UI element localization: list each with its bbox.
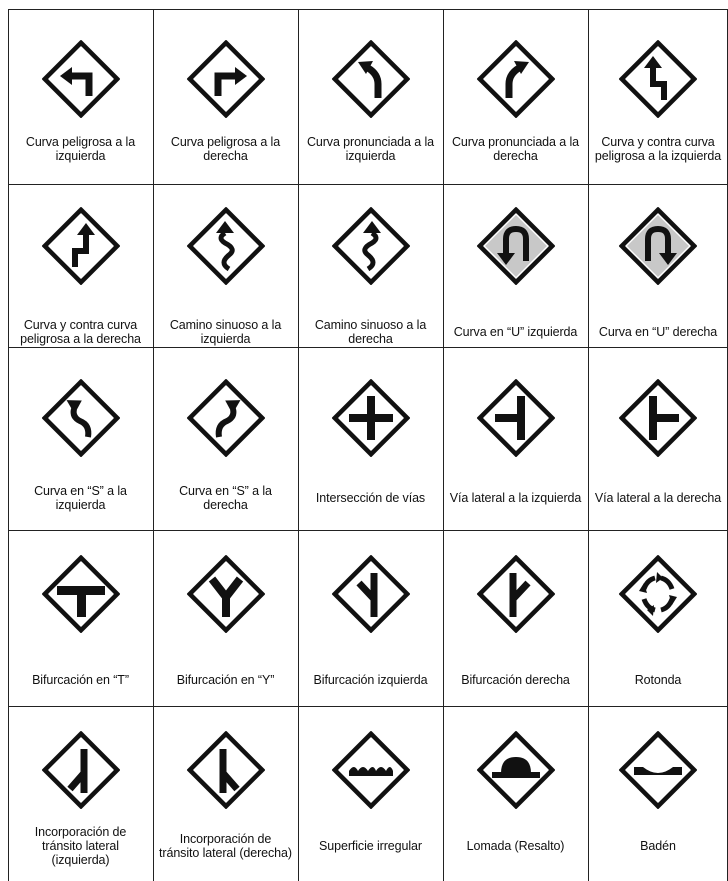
sign-label: Bifurcación derecha [461, 673, 570, 687]
sign-cell [588, 184, 728, 347]
sign-label: Curva pronunciada a la izquierda [306, 135, 435, 163]
s-curve-left-sign-icon [40, 377, 122, 459]
dip-sign-icon [617, 729, 699, 811]
curve-right-sign-icon [185, 38, 267, 120]
signs-table [8, 9, 728, 881]
curve-left-sign-icon [40, 38, 122, 120]
sign-label: Superficie irregular [319, 839, 422, 853]
sign-label: Bifurcación en “T” [32, 673, 129, 687]
sign-cell [8, 530, 153, 706]
sign-cell [298, 184, 443, 347]
merge-left-sign-icon [40, 729, 122, 811]
sign-cell [8, 706, 153, 881]
sign-cell [298, 347, 443, 530]
sign-cell [153, 9, 298, 184]
sign-cell [588, 706, 728, 881]
sign-cell [298, 530, 443, 706]
u-turn-left-sign-icon [475, 205, 557, 287]
roundabout-sign-icon [617, 553, 699, 635]
sign-label: Curva y contra curva peligrosa a la izquierda [594, 135, 722, 163]
u-turn-right-sign-icon [617, 205, 699, 287]
fork-left-sign-icon [330, 553, 412, 635]
sign-cell [8, 184, 153, 347]
merge-right-sign-icon [185, 729, 267, 811]
sign-label: Curva en “U” izquierda [453, 325, 578, 339]
sign-label: Incorporación de tránsito lateral (izquierda) [34, 825, 127, 867]
sign-label: Lomada (Resalto) [466, 839, 565, 853]
sign-label: Camino sinuoso a la derecha [314, 318, 427, 346]
uneven-road-sign-icon [330, 729, 412, 811]
sign-label: Badén [640, 839, 676, 853]
sign-label: Curva peligrosa a la derecha [170, 135, 281, 163]
sign-cell [153, 530, 298, 706]
side-road-left-sign-icon [475, 377, 557, 459]
sign-cell [8, 347, 153, 530]
sign-cell [298, 9, 443, 184]
sign-cell [443, 9, 588, 184]
sign-label: Camino sinuoso a la izquierda [169, 318, 282, 346]
sign-label: Curva en “S” a la derecha [179, 484, 272, 512]
sign-cell [443, 347, 588, 530]
winding-road-left-sign-icon [185, 205, 267, 287]
y-junction-sign-icon [185, 553, 267, 635]
reverse-curve-left-sign-icon [617, 38, 699, 120]
sign-label: Vía lateral a la izquierda [449, 491, 582, 505]
sign-cell [443, 706, 588, 881]
sign-cell [588, 9, 728, 184]
sign-cell [588, 530, 728, 706]
sign-cell [443, 530, 588, 706]
sign-label: Curva y contra curva peligrosa a la derecha [20, 318, 141, 346]
sign-cell [153, 706, 298, 881]
t-junction-sign-icon [40, 553, 122, 635]
speed-bump-sign-icon [475, 729, 557, 811]
s-curve-right-sign-icon [185, 377, 267, 459]
sign-label: Curva en “S” a la izquierda [34, 484, 127, 512]
sign-label: Vía lateral a la derecha [594, 491, 722, 505]
sign-label: Incorporación de tránsito lateral (derecha) [159, 832, 292, 860]
fork-right-sign-icon [475, 553, 557, 635]
reverse-curve-right-sign-icon [40, 205, 122, 287]
sharp-curve-left-sign-icon [330, 38, 412, 120]
sign-label: Bifurcación izquierda [313, 673, 428, 687]
sign-label: Intersección de vías [315, 491, 426, 505]
crossroad-sign-icon [330, 377, 412, 459]
sign-cell [588, 347, 728, 530]
sign-cell [8, 9, 153, 184]
sharp-curve-right-sign-icon [475, 38, 557, 120]
sign-cell [153, 184, 298, 347]
sign-label: Bifurcación en “Y” [176, 673, 275, 687]
sign-cell [298, 706, 443, 881]
sign-label: Curva pronunciada a la derecha [451, 135, 580, 163]
side-road-right-sign-icon [617, 377, 699, 459]
sign-label: Curva en “U” derecha [598, 325, 718, 339]
sign-label: Curva peligrosa a la izquierda [25, 135, 136, 163]
sign-cell [443, 184, 588, 347]
winding-road-right-sign-icon [330, 205, 412, 287]
sign-label: Rotonda [634, 673, 682, 687]
sign-cell [153, 347, 298, 530]
